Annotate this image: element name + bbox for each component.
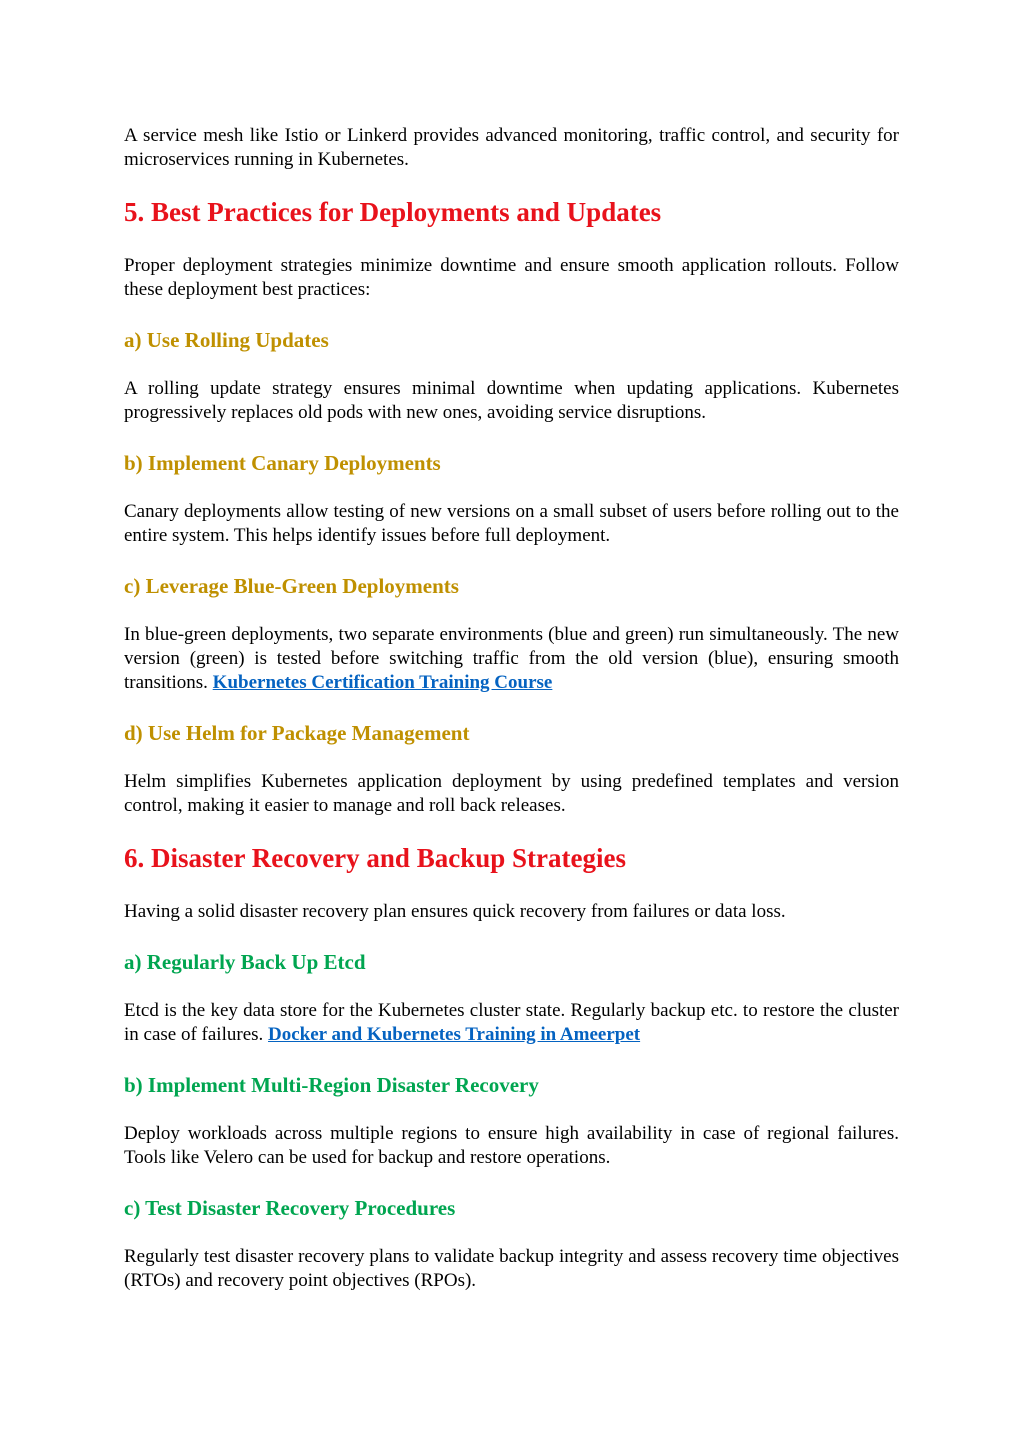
section-5a-text: A rolling update strategy ensures minimal downtime when updating applications. Kubernetes progressively replaces old pods with new ones, avoiding service disruptions. — [124, 378, 899, 423]
section-5c-heading: c) Leverage Blue-Green Deployments — [124, 574, 459, 598]
section-5-intro: Proper deployment strategies minimize downtime and ensure smooth application rollouts. Follow these deployment best practices: — [124, 255, 899, 300]
intro-paragraph: A service mesh like Istio or Linkerd provides advanced monitoring, traffic control, and security for microservices running in Kubernetes. — [124, 125, 899, 170]
section-6c-text: Regularly test disaster recovery plans to validate backup integrity and assess recovery time objectives (RTOs) and recovery point objectives (RPOs). — [124, 1246, 899, 1291]
section-5b-text: Canary deployments allow testing of new versions on a small subset of users before rolling out to the entire system. This helps identify issues before full deployment. — [124, 501, 899, 546]
section-6a-heading: a) Regularly Back Up Etcd — [124, 950, 366, 974]
section-5d-text: Helm simplifies Kubernetes application deployment by using predefined templates and version control, making it easier to manage and roll back releases. — [124, 771, 899, 816]
section-5-heading: 5. Best Practices for Deployments and Updates — [124, 197, 662, 227]
section-5d-heading: d) Use Helm for Package Management — [124, 721, 470, 745]
section-6-intro: Having a solid disaster recovery plan ensures quick recovery from failures or data loss. — [124, 901, 786, 922]
section-6c-heading: c) Test Disaster Recovery Procedures — [124, 1196, 456, 1220]
section-5c-paragraph — [124, 623, 899, 695]
section-6b-heading: b) Implement Multi-Region Disaster Recovery — [124, 1073, 539, 1097]
section-5a-heading: a) Use Rolling Updates — [124, 328, 329, 352]
section-5c-text: In blue-green deployments, two separate environments (blue and green) run simultaneously. The new version (green) is tested before switching traffic from the old version (blue), ensuring smooth transitions. — [124, 624, 899, 693]
kubernetes-certification-link[interactable]: Kubernetes Certification Training Course — [212, 672, 553, 693]
section-6a-text: Etcd is the key data store for the Kubernetes cluster state. Regularly backup etc. to restore the cluster in case of failures. — [124, 1000, 899, 1045]
section-5b-heading: b) Implement Canary Deployments — [124, 451, 441, 475]
section-6-heading: 6. Disaster Recovery and Backup Strategies — [124, 843, 626, 873]
docker-kubernetes-training-link[interactable]: Docker and Kubernetes Training in Ameerpet — [268, 1024, 641, 1045]
section-6a-paragraph — [124, 999, 899, 1047]
section-6b-text: Deploy workloads across multiple regions to ensure high availability in case of regional failures. Tools like Velero can be used for backup and restore operations. — [124, 1123, 899, 1168]
document-page — [124, 124, 899, 1293]
